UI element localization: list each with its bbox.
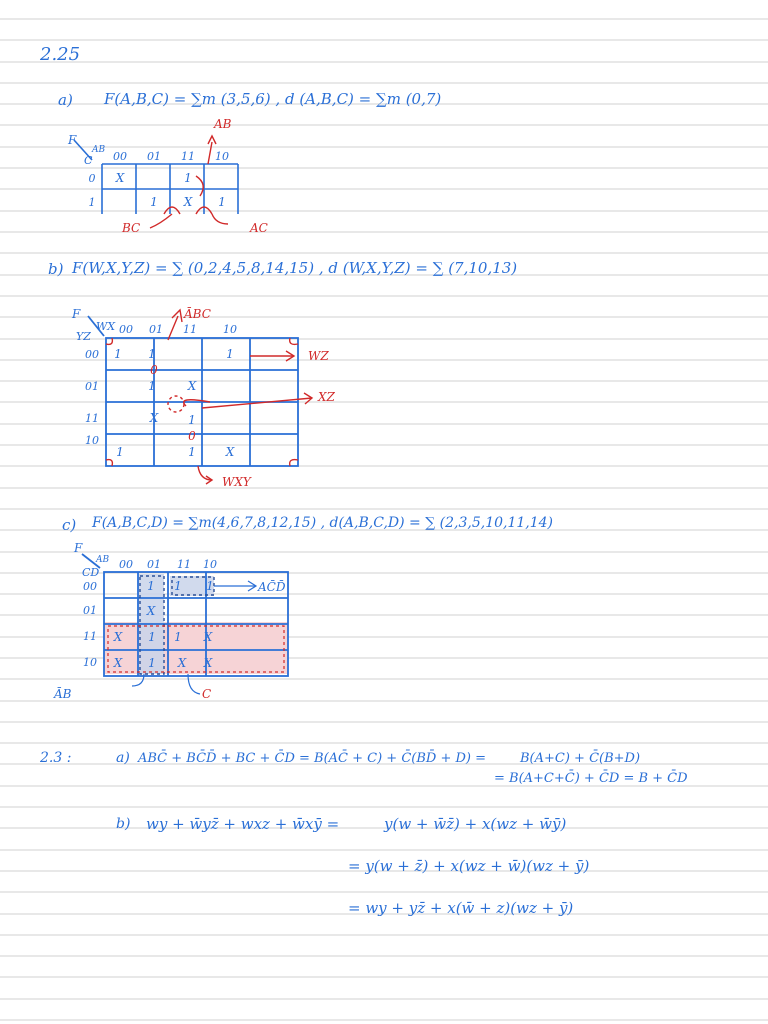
kmap-b-cell: 1 bbox=[188, 413, 196, 427]
kmap-a-f: F bbox=[68, 133, 77, 147]
kmap-c bbox=[54, 540, 300, 704]
kmap-c-cell: 1 bbox=[148, 656, 156, 670]
kmap-a-col-0: 00 bbox=[113, 150, 127, 163]
part-b-equation: F(W,X,Y,Z) = ∑ (0,2,4,5,8,14,15) , d (W,X,Y,Z) = ∑ (7,10,13) bbox=[72, 259, 518, 277]
section-2-3-b-line2: = y(w + z̄) + x(wz + w̄)(wz + ȳ) bbox=[348, 857, 590, 875]
kmap-a bbox=[64, 112, 294, 238]
kmap-b-cell: 1 bbox=[148, 379, 156, 393]
part-c-equation: F(A,B,C,D) = ∑m(4,6,7,8,12,15) , d(A,B,C,D) = ∑ (2,3,5,10,11,14) bbox=[92, 515, 553, 531]
kmap-b-row-3: 10 bbox=[85, 434, 99, 447]
kmap-a-cell: 1 bbox=[218, 195, 226, 209]
kmap-c-cell: 1 bbox=[148, 630, 156, 644]
kmap-b-annot-wz: WZ bbox=[308, 349, 329, 363]
kmap-b-col-1: 01 bbox=[149, 323, 163, 336]
kmap-b bbox=[60, 300, 360, 492]
kmap-b-cell: 1 bbox=[226, 347, 234, 361]
kmap-b-cell: 1 bbox=[188, 445, 196, 459]
kmap-c-cell: 1 bbox=[206, 579, 214, 593]
kmap-c-row-1: 01 bbox=[83, 604, 97, 617]
kmap-a-var-top: AB bbox=[92, 145, 106, 155]
kmap-c-cell: 1 bbox=[174, 630, 182, 644]
kmap-a-annot-bc: BC bbox=[122, 221, 141, 235]
section-2-3-a-line1-result: B(A+C) + C̄(B+D) bbox=[520, 751, 641, 766]
section-2-3-a-line1: ABC̄ + BC̄D̄ + BC + C̄D = B(AC̄ + C) + C̄(BD̄ + D) = bbox=[138, 751, 486, 766]
kmap-a-cell: 1 bbox=[184, 171, 192, 185]
kmap-b-cell: 1 bbox=[116, 445, 124, 459]
kmap-c-col-1: 01 bbox=[147, 558, 161, 571]
kmap-c-cell: X bbox=[203, 630, 213, 644]
kmap-b-var-top: WX bbox=[96, 320, 116, 333]
kmap-c-cell: X bbox=[113, 656, 123, 670]
kmap-c-var-top: AB bbox=[96, 555, 110, 565]
kmap-c-row-0: 00 bbox=[83, 580, 97, 593]
part-c-label: c) bbox=[62, 516, 77, 534]
kmap-b-annot-wxy: WXY bbox=[222, 475, 251, 489]
kmap-c-f: F bbox=[74, 541, 83, 555]
kmap-a-col-1: 01 bbox=[147, 150, 161, 163]
kmap-a-annot-top: AB bbox=[214, 117, 232, 131]
kmap-c-row-2: 11 bbox=[83, 630, 97, 643]
kmap-c-col-2: 11 bbox=[177, 558, 191, 571]
kmap-b-col-3: 10 bbox=[223, 323, 237, 336]
section-2-3-b-label: b) bbox=[116, 816, 131, 832]
kmap-b-col-0: 00 bbox=[119, 323, 133, 336]
kmap-a-cell: X bbox=[115, 171, 125, 185]
kmap-c-cell: 1 bbox=[147, 579, 155, 593]
kmap-b-zero: 0 bbox=[150, 363, 158, 377]
kmap-b-row-1: 01 bbox=[85, 380, 99, 393]
kmap-b-annot-xz: XZ bbox=[318, 390, 335, 404]
kmap-c-annot-bottom: C bbox=[202, 687, 212, 701]
kmap-a-cell: 1 bbox=[150, 195, 158, 209]
kmap-c-cell: X bbox=[146, 604, 156, 618]
part-a-label: a) bbox=[58, 91, 73, 109]
kmap-a-var-left: C bbox=[84, 154, 93, 167]
kmap-a-col-3: 10 bbox=[215, 150, 229, 163]
kmap-b-cell: X bbox=[149, 411, 159, 425]
kmap-c-col-0: 00 bbox=[119, 558, 133, 571]
kmap-b-cell: X bbox=[225, 445, 235, 459]
kmap-b-cell: 1 bbox=[148, 347, 156, 361]
section-2-3-b-line3: = wy + yz̄ + x(w̄ + z)(wz + ȳ) bbox=[348, 899, 574, 917]
part-a-equation: F(A,B,C) = ∑m (3,5,6) , d (A,B,C) = ∑m (0,7) bbox=[104, 90, 442, 108]
kmap-c-cell: X bbox=[177, 656, 187, 670]
kmap-a-row-1: 1 bbox=[88, 196, 96, 209]
section-2-3-a-label: a) bbox=[116, 750, 130, 766]
kmap-b-row-2: 11 bbox=[85, 412, 99, 425]
kmap-b-f: F bbox=[72, 307, 81, 321]
kmap-b-cell: X bbox=[187, 379, 197, 393]
kmap-b-var-left: YZ bbox=[76, 330, 91, 343]
kmap-c-cell: X bbox=[203, 656, 213, 670]
part-b-label: b) bbox=[48, 260, 64, 278]
kmap-b-annot-top: ĀBC bbox=[184, 307, 211, 321]
kmap-b-col-2: 11 bbox=[183, 323, 197, 336]
kmap-a-row-0: 0 bbox=[88, 172, 96, 185]
kmap-c-cell: 1 bbox=[174, 579, 182, 593]
section-2-3-b-line1: wy + w̄yz̄ + wxz + w̄xȳ = bbox=[146, 815, 340, 833]
kmap-c-var-left: CD bbox=[82, 566, 100, 579]
section-title: 2.25 bbox=[40, 44, 81, 65]
section-2-3-a-line2: = B(A+C+C̄) + C̄D = B + C̄D bbox=[494, 771, 688, 786]
kmap-c-col-3: 10 bbox=[203, 558, 217, 571]
kmap-b-row-0: 00 bbox=[85, 348, 99, 361]
kmap-c-annot-right: AC̄D̄ bbox=[258, 580, 286, 594]
kmap-a-col-2: 11 bbox=[181, 150, 195, 163]
kmap-c-annot-bottom-left: ĀB bbox=[54, 687, 72, 701]
kmap-c-row-3: 10 bbox=[83, 656, 97, 669]
kmap-c-cell: X bbox=[113, 630, 123, 644]
kmap-a-annot-ac: AC bbox=[250, 221, 268, 235]
section-2-3-title: 2.3 : bbox=[40, 750, 72, 766]
section-2-3-b-line1-result: y(w + w̄z̄) + x(wz + w̄ȳ) bbox=[384, 815, 567, 833]
kmap-b-zero: 0 bbox=[188, 429, 196, 443]
kmap-b-cell: 1 bbox=[114, 347, 122, 361]
kmap-a-cell: X bbox=[183, 195, 193, 209]
